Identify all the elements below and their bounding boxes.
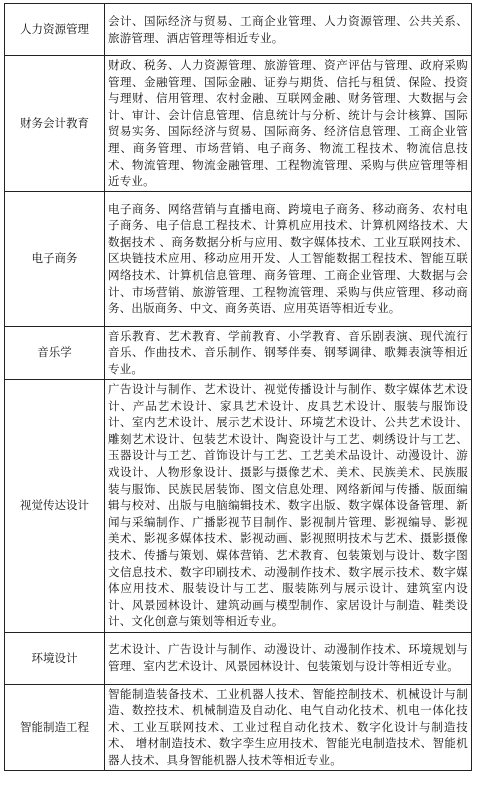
majors-cell: 会计、国际经济与贸易、工商企业管理、人力资源管理、公共关系、旅游管理、酒店管理等相近专业。 bbox=[105, 4, 472, 56]
category-cell: 音乐学 bbox=[5, 326, 105, 379]
category-cell: 电子商务 bbox=[5, 191, 105, 326]
majors-cell: 音乐教育、艺术教育、学前教育、小学教育、音乐剧表演、现代流行音乐、作曲技术、音乐制作、钢琴伴奏、钢琴调律、歌舞表演等相近专业。 bbox=[105, 326, 472, 379]
majors-table bbox=[4, 3, 472, 771]
table-row bbox=[5, 191, 472, 326]
category-cell: 财务会计教育 bbox=[5, 56, 105, 192]
table-row bbox=[5, 379, 472, 632]
category-cell: 环境设计 bbox=[5, 632, 105, 684]
majors-cell: 电子商务、网络营销与直播电商、跨境电子商务、移动商务、农村电子商务、电子信息工程技术、计算机应用技术、计算机网络技术、大数据技术 、商务数据分析与应用、数字媒体技术、工业互联网技术、区块链技术应用、移动应用开发、人工智能数据工程技术、智能互联网络技术、计算机信息管理、商务管理、工商企业管理、大数据与会计、市场营销、旅游管理、工程物流管理、采购与供应管理、移动商务、出版商务、中文、商务英语、应用英语等相近专业。 bbox=[105, 191, 472, 326]
table-row bbox=[5, 326, 472, 379]
table-row bbox=[5, 684, 472, 770]
majors-cell: 财政、税务、人力资源管理、旅游管理、资产评估与管理、政府采购管理、金融管理、国际金融、证券与期货、信托与租赁、保险、投资与理财、信用管理、农村金融、互联网金融、财务管理、大数据与会计、审计、会计信息管理、信息统计与分析、统计与会计核算、国际贸易实务、国际经济与贸易、国际商务、经济信息管理、工商企业管理、商务管理、市场营销、电子商务、物流工程技术、物流信息技术、物流管理、物流金融管理、工程物流管理、采购与供应管理等相近专业。 bbox=[105, 56, 472, 192]
table-row bbox=[5, 56, 472, 192]
category-cell: 智能制造工程 bbox=[5, 684, 105, 770]
table-row bbox=[5, 4, 472, 56]
majors-cell: 广告设计与制作、艺术设计、视觉传播设计与制作、数字媒体艺术设计、产品艺术设计、家具艺术设计、皮具艺术设计、服装与服饰设计、室内艺术设计、展示艺术设计、环境艺术设计、公共艺术设计、雕刻艺术设计、包装艺术设计、陶瓷设计与工艺、刺绣设计与工艺、玉器设计与工艺、首饰设计与工艺、工艺美术品设计、动漫设计、游戏设计、人物形象设计、摄影与摄像艺术、美术、民族美术、民族服装与服饰、民族民居装饰、图文信息处理、网络新闻与传播、版面编辑与校对、出版与电脑编辑技术、数字出版、数字媒体设备管理、新闻与采编制作、广播影视节目制作、影视制片管理、影视编导、影视美术、影视多媒体技术、影视动画、影视照明技术与艺术、摄影摄像技术、传播与策划、媒体营销、艺术教育、包装策划与设计、数字图文信息技术、数字印刷技术、动漫制作技术、数字展示技术、数字媒体应用技术、服装设计与工艺、服装陈列与展示设计、建筑室内设计、风景园林设计、建筑动画与模型制作、家居设计与制造、鞋类设计、文化创意与策划等相近专业。 bbox=[105, 379, 472, 632]
majors-cell: 智能制造装备技术、工业机器人技术、智能控制技术、机械设计与制造、数控技术、机械制造及自动化、电气自动化技术、机电一体化技术、工业互联网技术、工业过程自动化技术、数字化设计与制造技术、 增材制造技术、数字孪生应用技术、智能光电制造技术、智能机器人技术、具身智能机器人技术等相近专业。 bbox=[105, 684, 472, 770]
category-cell: 人力资源管理 bbox=[5, 4, 105, 56]
majors-cell: 艺术设计、广告设计与制作、动漫设计、动漫制作技术、环境规划与管理、室内艺术设计、风景园林设计、包装策划与设计等相近专业。 bbox=[105, 632, 472, 684]
table-row bbox=[5, 632, 472, 684]
category-cell: 视觉传达设计 bbox=[5, 379, 105, 632]
